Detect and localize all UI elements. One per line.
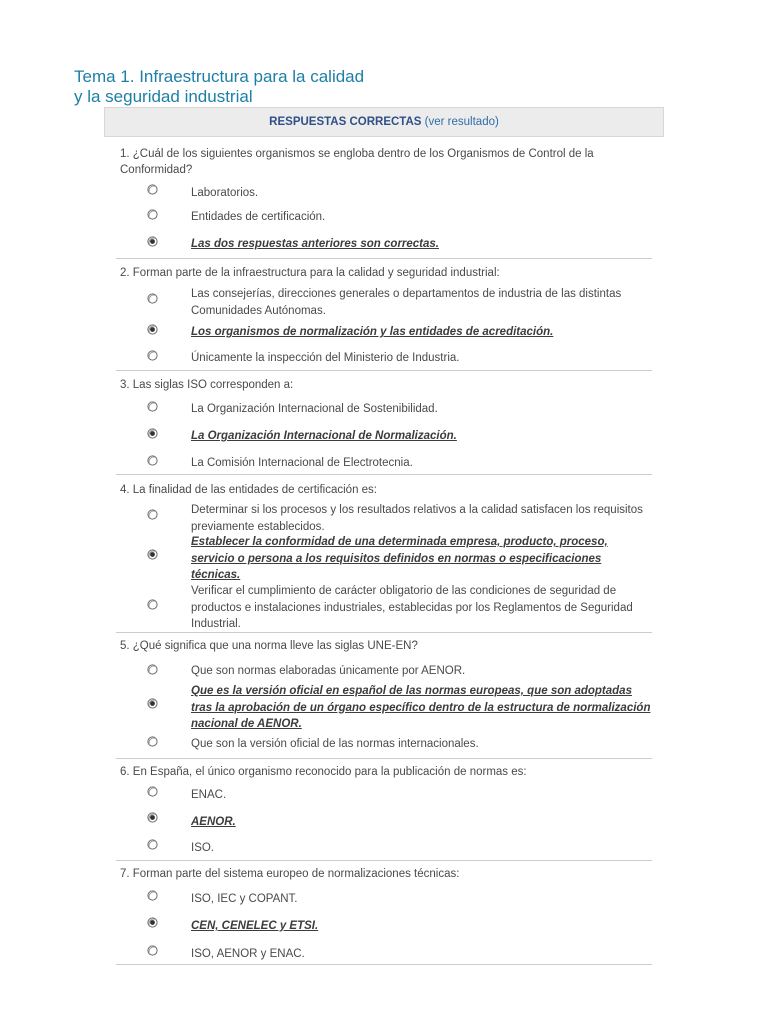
radio-selected-icon[interactable] [147, 812, 158, 823]
radio-selected-icon[interactable] [147, 698, 158, 709]
question-text: 1. ¿Cuál de los siguientes organismos se engloba dentro de los Organismos de Control de la Conformidad? [120, 148, 594, 176]
radio-unselected-icon[interactable] [147, 455, 158, 466]
correct-answer-label: AENOR. [191, 816, 236, 828]
radio-selected-icon[interactable] [147, 324, 158, 335]
correct-answer-label: Los organismos de normalización y las entidades de acreditación. [191, 326, 554, 338]
answer-option-label: Verificar el cumplimiento de carácter obligatorio de las condiciones de seguridad de productos e instalaciones industriales, establecidas por los Reglamentos de Seguridad Industrial. [191, 585, 633, 630]
answer-option-label: Que son la versión oficial de las normas internacionales. [191, 738, 479, 750]
radio-unselected-icon[interactable] [147, 664, 158, 675]
radio-unselected-icon[interactable] [147, 839, 158, 850]
question-3 [116, 371, 652, 475]
answer-option-label: La Organización Internacional de Sostenibilidad. [191, 403, 438, 415]
radio-unselected-icon[interactable] [147, 184, 158, 195]
radio-unselected-icon[interactable] [147, 209, 158, 220]
question-text: 5. ¿Qué significa que una norma lleve las siglas UNE-EN? [120, 640, 418, 652]
question-5 [116, 633, 652, 759]
radio-unselected-icon[interactable] [147, 599, 158, 610]
answer-option-label: ISO, AENOR y ENAC. [191, 948, 305, 960]
answer-option-label: Laboratorios. [191, 187, 259, 199]
view-result-link[interactable]: (ver resultado) [424, 116, 499, 128]
question-4 [116, 475, 652, 633]
answer-option-label: Entidades de certificación. [191, 211, 326, 223]
radio-selected-icon[interactable] [147, 236, 158, 247]
radio-unselected-icon[interactable] [147, 945, 158, 956]
answer-option-label: ISO. [191, 842, 215, 854]
page-title-line-1: Tema 1. Infraestructura para la calidad [74, 67, 365, 86]
radio-selected-icon[interactable] [147, 428, 158, 439]
question-text: 2. Forman parte de la infraestructura para la calidad y seguridad industrial: [120, 267, 500, 279]
answer-option-label: ENAC. [191, 789, 227, 801]
radio-unselected-icon[interactable] [147, 350, 158, 361]
question-2 [116, 259, 652, 371]
question-text: 6. En España, el único organismo reconocido para la publicación de normas es: [120, 766, 527, 778]
answer-option-label: Determinar si los procesos y los resultados relativos a la calidad satisfacen los requisitos previamente establecidos. [191, 504, 643, 533]
question-7 [116, 861, 652, 965]
page-title [74, 67, 364, 107]
page-title-line-2: y la seguridad industrial [74, 87, 253, 106]
question-1 [116, 141, 652, 259]
question-text: 7. Forman parte del sistema europeo de normalizaciones técnicas: [120, 868, 460, 880]
radio-selected-icon[interactable] [147, 549, 158, 560]
radio-selected-icon[interactable] [147, 917, 158, 928]
radio-unselected-icon[interactable] [147, 890, 158, 901]
answer-option-label: Que son normas elaboradas únicamente por AENOR. [191, 665, 466, 677]
correct-answer-label: CEN, CENELEC y ETSI. [191, 920, 319, 932]
radio-unselected-icon[interactable] [147, 509, 158, 520]
results-heading: RESPUESTAS CORRECTAS [269, 116, 422, 128]
answer-option-label: Las consejerías, direcciones generales o departamentos de industria de las distintas Comunidades Autónomas. [191, 288, 622, 317]
radio-unselected-icon[interactable] [147, 786, 158, 797]
question-6 [116, 759, 652, 861]
answer-option-label: Únicamente la inspección del Ministerio de Industria. [191, 352, 460, 364]
correct-answer-label: La Organización Internacional de Normalización. [191, 430, 457, 442]
radio-unselected-icon[interactable] [147, 293, 158, 304]
results-banner [104, 107, 664, 137]
radio-unselected-icon[interactable] [147, 736, 158, 747]
answer-option-label: ISO, IEC y COPANT. [191, 893, 298, 905]
question-text: 4. La finalidad de las entidades de certificación es: [120, 484, 377, 496]
correct-answer-label: Que es la versión oficial en español de las normas europeas, que son adoptadas tras la aprobación de un órgano específico dentro de la estructura de normalización nacional de AENOR. [191, 685, 651, 730]
question-text: 3. Las siglas ISO corresponden a: [120, 379, 294, 391]
answer-option-label: La Comisión Internacional de Electrotecnia. [191, 457, 413, 469]
correct-answer-label: Las dos respuestas anteriores son correctas. [191, 238, 439, 250]
radio-unselected-icon[interactable] [147, 401, 158, 412]
correct-answer-label: Establecer la conformidad de una determinada empresa, producto, proceso, servicio o persona a los requisitos definidos en normas o especificaciones técnicas. [191, 536, 608, 581]
